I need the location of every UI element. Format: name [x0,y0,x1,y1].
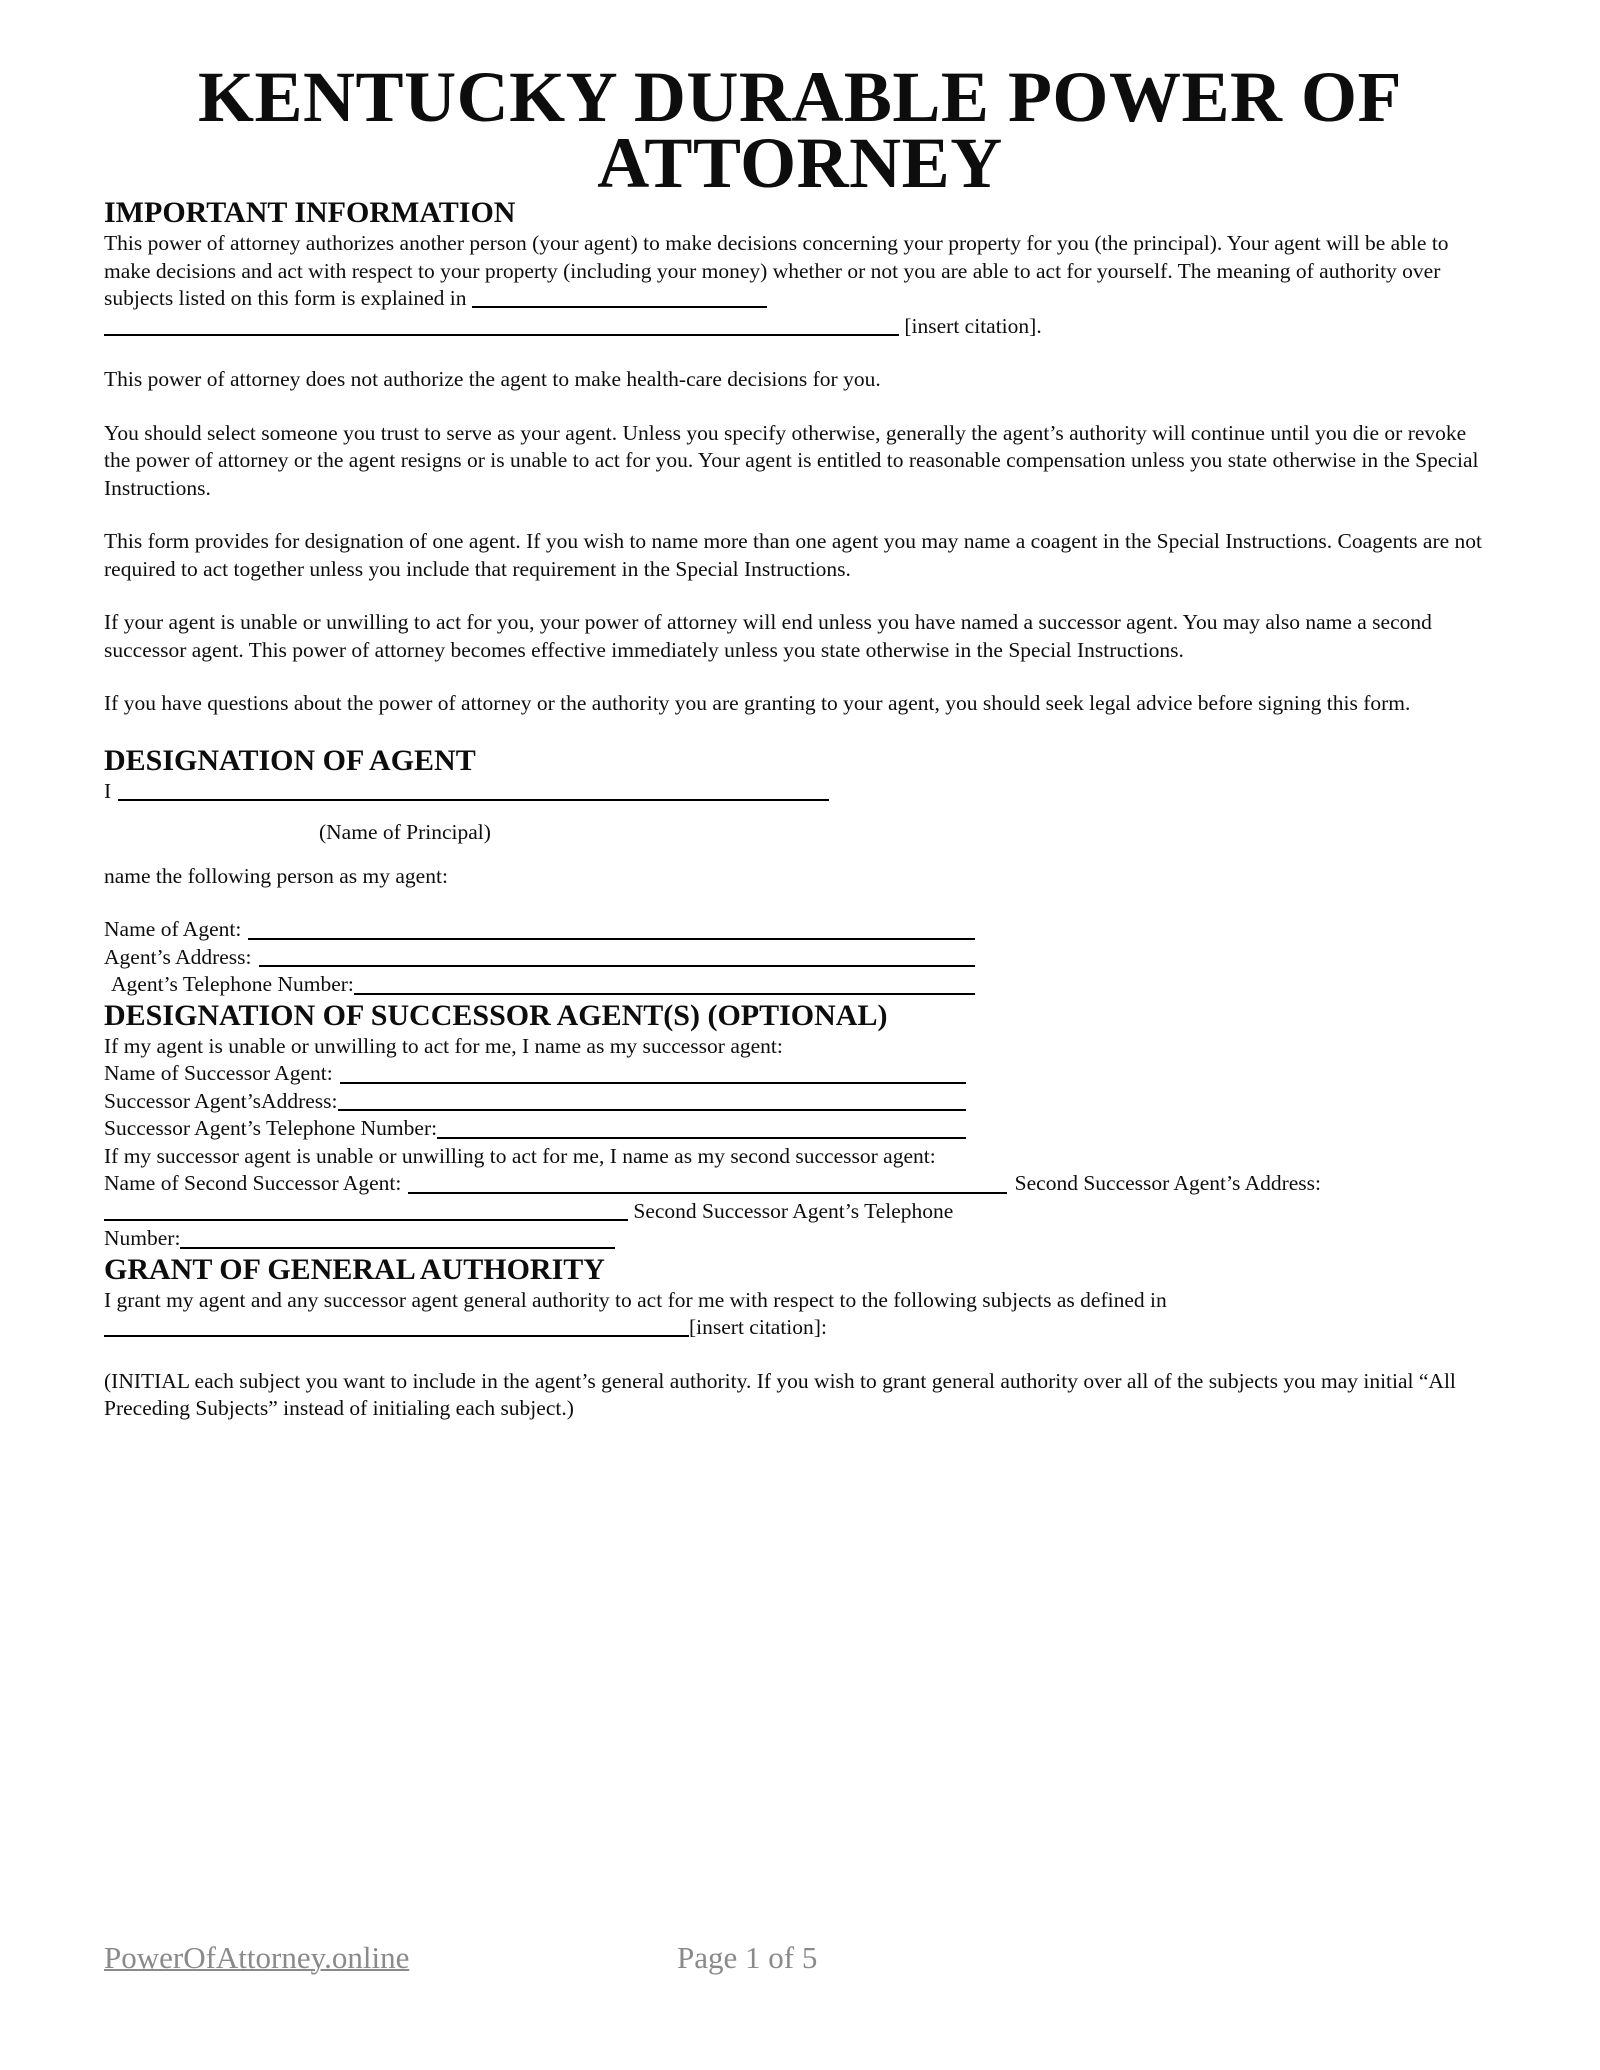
grant-heading: GRANT OF GENERAL AUTHORITY [104,1252,605,1286]
second-successor-name-blank [408,1170,1006,1194]
section-grant-of-general-authority [104,1253,1496,1423]
paragraph-coagents: This form provides for designation of one agent. If you wish to name more than one agent you may name a coagent in the Special Instructions. Coagents are not required to act together unless you include that requirement in the Special Instructions. [104,529,1483,581]
principal-name-blank [118,778,829,802]
second-successor-phone-label-line1: Second Successor Agent’s Telephone [633,1198,954,1223]
principal-name-caption: (Name of Principal) [319,820,491,844]
paragraph-healthcare: This power of attorney does not authorize the agent to make health-care decisions for you. [104,367,881,391]
section-designation-of-agent [104,744,1496,999]
second-successor-phone-line [104,1225,615,1253]
agent-name-line [104,916,975,944]
paragraph-authorization [104,230,1496,340]
agent-phone-blank [354,971,975,995]
successor-intro1: If my agent is unable or unwilling to act for me, I name as my successor agent: [104,1033,783,1058]
second-successor-address-label: Second Successor Agent’s Address: [1014,1171,1321,1195]
agent-phone-label: Agent’s Telephone Number: [111,972,354,996]
agent-fields [104,916,1496,999]
second-successor-phone-label-line2: Number: [104,1226,181,1250]
successor-name-line [104,1060,966,1088]
second-successor-phone-blank [180,1225,615,1249]
citation-blank-line-1 [472,305,767,308]
successor-address-blank [338,1088,967,1112]
grant-paragraph-text: I grant my agent and any successor agent general authority to act for me with respect to the following subjects as defined in [104,1287,1167,1312]
initial-instructions: (INITIAL each subject you want to include in the agent’s general authority. If you wish to grant general authority over all of the subjects you may initial “All Preceding Subjects” instead of initialing each subject.) [104,1368,1456,1420]
agent-intro-text: name the following person as my agent: [104,863,448,888]
grant-paragraph [104,1287,1496,1342]
successor-address-label: Successor Agent’sAddress: [104,1088,338,1113]
agent-address-line [104,944,975,972]
successor-name-blank [340,1060,966,1084]
paragraph-select-agent: You should select someone you trust to serve as your agent. Unless you specify otherwise, generally the agent’s authority will continue until you die or revoke the power of attorney or the agent resigns or is unable to act for you. Your agent is entitled to reasonable compensation unless you state otherwise in the Special Instructions. [104,420,1479,500]
grant-citation-blank [104,1334,689,1337]
designation-of-agent-heading: DESIGNATION OF AGENT [104,743,476,777]
second-successor-address-line [104,1198,1496,1226]
insert-citation-text: [insert citation]. [904,313,1042,338]
agent-name-blank [248,916,975,940]
agent-name-label: Name of Agent: [104,917,242,941]
important-information-heading: IMPORTANT INFORMATION [104,196,516,229]
agent-phone-line [104,971,975,999]
successor-heading: DESIGNATION OF SUCCESSOR AGENT(S) (OPTIONAL) [104,998,888,1032]
paragraph-authorization-text: This power of attorney authorizes another person (your agent) to make decisions concerning your property for you (the principal). Your agent will be able to make decisions and act with respect to your property (including your money) whether or not you are able to act for yourself. The meaning of authority over subjects listed on this form is explained in [104,231,1449,310]
successor-phone-line [104,1115,966,1143]
successor-name-label: Name of Successor Agent: [104,1061,333,1085]
successor-fields [104,1033,1496,1253]
agent-address-blank [259,944,975,968]
successor-phone-blank [437,1115,966,1139]
second-successor-name-line [104,1170,1321,1198]
footer-site-link[interactable]: PowerOfAttorney.online [104,1940,410,1975]
page-number: Page 1 of 5 [677,1940,818,1975]
page-footer [0,1940,1600,1990]
grant-citation-text: [insert citation]: [689,1315,827,1339]
principal-pronoun: I [104,778,112,803]
document-title: KENTUCKY DURABLE POWER OF ATTORNEY [198,57,1402,203]
section-important-information [104,196,1496,718]
second-successor-name-label: Name of Second Successor Agent: [104,1171,402,1195]
principal-name-line [104,778,829,806]
successor-phone-label: Successor Agent’s Telephone Number: [104,1116,438,1140]
paragraph-successor-info: If your agent is unable or unwilling to act for you, your power of attorney will end unless you have named a successor agent. You may also name a second successor agent. This power of attorney becomes effective immediately unless you state otherwise in the Special Instructions. [104,610,1432,662]
successor-address-line [104,1088,966,1116]
section-designation-of-successor [104,999,1496,1253]
paragraph-legal-advice: If you have questions about the power of attorney or the authority you are granting to your agent, you should seek legal advice before signing this form. [104,691,1411,715]
second-successor-address-blank [104,1218,628,1221]
successor-intro2: If my successor agent is unable or unwilling to act for me, I name as my second successor agent: [104,1143,936,1168]
citation-blank-line-2 [104,333,899,336]
agent-address-label: Agent’s Address: [104,944,252,969]
